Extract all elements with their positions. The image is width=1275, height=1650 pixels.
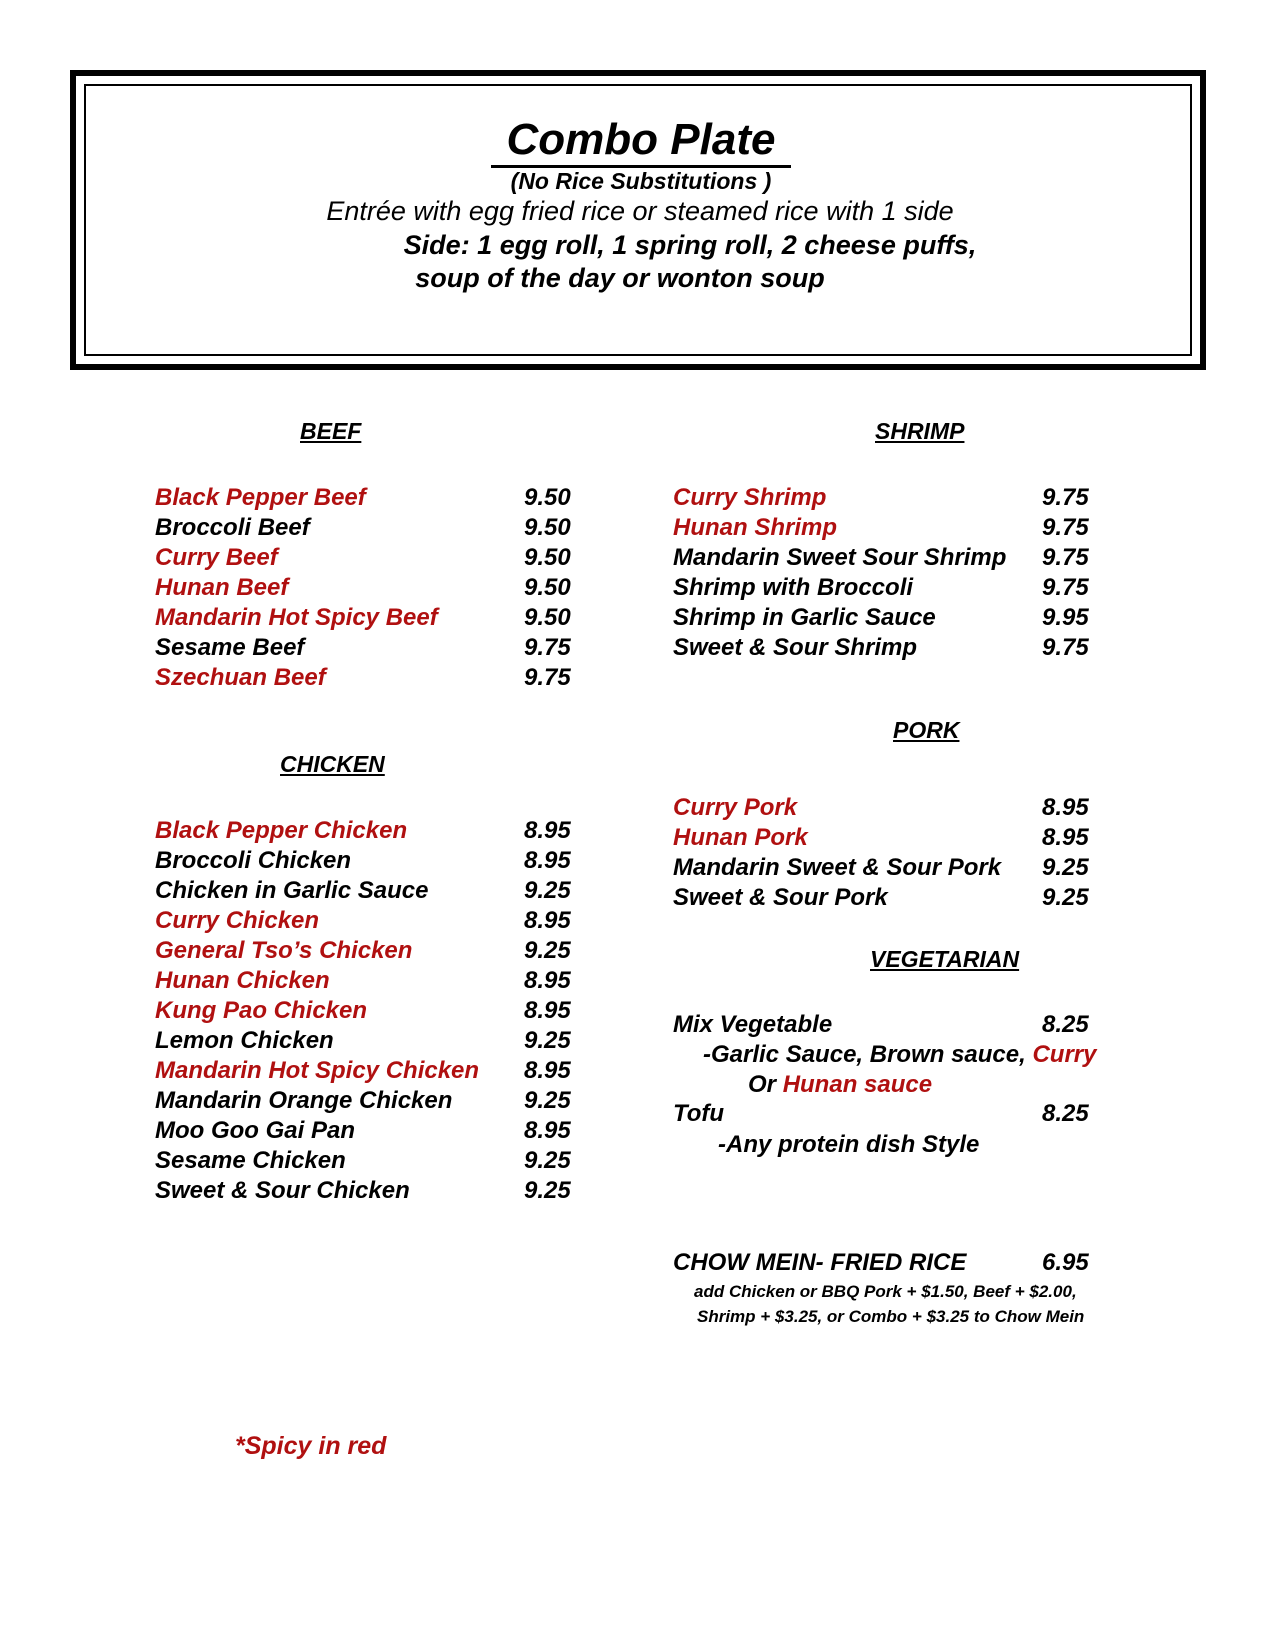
menu-item-price: 8.95 [524, 1057, 571, 1084]
menu-item-name: Black Pepper Chicken [155, 817, 408, 844]
menu-item-price: 9.25 [1042, 854, 1089, 881]
shrimp-heading: SHRIMP [875, 418, 965, 444]
menu-item-name: Mandarin Hot Spicy Chicken [155, 1057, 480, 1084]
menu-item-price: 9.75 [524, 634, 571, 661]
menu-item-price: 8.95 [524, 817, 571, 844]
menu-item-name: Hunan Shrimp [673, 514, 838, 541]
mix-vegetable-sauce-note-2 [748, 1070, 932, 1100]
menu-item-name: Lemon Chicken [155, 1027, 334, 1054]
menu-item-name: Chicken in Garlic Sauce [155, 877, 429, 904]
menu-item-name: Sweet & Sour Chicken [155, 1177, 410, 1204]
side-options-line1: Side: 1 egg roll, 1 spring roll, 2 cheese puffs, [403, 230, 977, 260]
menu-item-price: 9.75 [1042, 574, 1089, 601]
menu-item-price: 8.95 [1042, 824, 1089, 851]
menu-item-price: 9.75 [1042, 484, 1089, 511]
menu-item-price: 9.25 [524, 1087, 571, 1114]
menu-item-price: 9.75 [1042, 544, 1089, 571]
menu-item-name: Sesame Chicken [155, 1147, 346, 1174]
tofu-note: -Any protein dish Style [718, 1131, 980, 1158]
menu-item-price: 9.50 [524, 544, 571, 571]
menu-item-price: 8.95 [524, 847, 571, 874]
menu-item-name: General Tso’s Chicken [155, 937, 413, 964]
menu-item-name: Hunan Beef [155, 574, 289, 601]
menu-item-name: Mandarin Hot Spicy Beef [155, 604, 438, 631]
menu-item-name: Sweet & Sour Pork [673, 884, 888, 911]
menu-item-name: Mandarin Sweet & Sour Pork [673, 854, 1002, 881]
menu-item-price: 9.50 [524, 604, 571, 631]
sauce-note-curry: Curry [1032, 1041, 1097, 1068]
menu-item-name: Shrimp in Garlic Sauce [673, 604, 936, 631]
menu-item-price: 9.50 [524, 514, 571, 541]
menu-item-name: Curry Shrimp [673, 484, 827, 511]
sauce-note-text: -Garlic Sauce, Brown sauce, [703, 1041, 1033, 1068]
menu-item-name: Curry Chicken [155, 907, 320, 934]
menu-item-price: 9.25 [524, 1147, 571, 1174]
chow-mein-addon-note-1: add Chicken or BBQ Pork + $1.50, Beef + $2.00, [694, 1282, 1077, 1301]
menu-item-price: 8.25 [1042, 1011, 1089, 1038]
page-subtitle: (No Rice Substitutions ) [510, 168, 772, 194]
menu-item-name: Mandarin Sweet Sour Shrimp [673, 544, 1007, 571]
menu-item-price: 9.75 [524, 664, 571, 691]
menu-item-name: Mix Vegetable [673, 1011, 833, 1038]
menu-item-price: 9.50 [524, 484, 571, 511]
menu-item-price: 9.25 [524, 937, 571, 964]
vegetarian-heading: VEGETARIAN [870, 946, 1020, 972]
menu-item-price: 8.95 [524, 1117, 571, 1144]
menu-item-price: 9.25 [524, 877, 571, 904]
menu-item-price: 8.95 [524, 907, 571, 934]
sauce-note-hunan: Hunan sauce [782, 1071, 933, 1098]
sauce-note-or: Or [748, 1071, 783, 1098]
menu-item-name: Black Pepper Beef [155, 484, 366, 511]
menu-item-name: Shrimp with Broccoli [673, 574, 914, 601]
pork-heading: PORK [893, 717, 960, 743]
menu-item-name: Curry Pork [673, 794, 798, 821]
chow-mein-price: 6.95 [1042, 1249, 1089, 1276]
menu-item-name: Broccoli Chicken [155, 847, 352, 874]
menu-item-price: 9.25 [524, 1177, 571, 1204]
menu-item-name: Kung Pao Chicken [155, 997, 368, 1024]
menu-item-price: 8.95 [524, 967, 571, 994]
mix-vegetable-sauce-note [703, 1040, 1097, 1070]
menu-item-name: Hunan Chicken [155, 967, 330, 994]
menu-item-price: 8.95 [1042, 794, 1089, 821]
page-title: Combo Plate [491, 115, 791, 168]
chicken-heading: CHICKEN [280, 751, 385, 777]
menu-item-name: Sweet & Sour Shrimp [673, 634, 918, 661]
menu-item-price: 9.50 [524, 574, 571, 601]
menu-item-price: 9.75 [1042, 634, 1089, 661]
menu-item-price: 9.25 [1042, 884, 1089, 911]
menu-item-name: Szechuan Beef [155, 664, 326, 691]
menu-item-name: Broccoli Beef [155, 514, 310, 541]
menu-item-price: 9.25 [524, 1027, 571, 1054]
menu-item-name: Tofu [673, 1100, 725, 1127]
menu-item-name: Sesame Beef [155, 634, 305, 661]
combo-description: Entrée with egg fried rice or steamed rice with 1 side [326, 196, 954, 226]
spicy-legend: *Spicy in red [235, 1432, 387, 1460]
menu-item-price: 8.95 [524, 997, 571, 1024]
chow-mein-addon-note-2: Shrimp + $3.25, or Combo + $3.25 to Chow Mein [697, 1307, 1085, 1326]
menu-item-name: Hunan Pork [673, 824, 808, 851]
chow-mein-name: CHOW MEIN- FRIED RICE [673, 1249, 967, 1276]
menu-item-name: Curry Beef [155, 544, 278, 571]
menu-item-price: 9.95 [1042, 604, 1089, 631]
menu-item-name: Moo Goo Gai Pan [155, 1117, 356, 1144]
beef-heading: BEEF [300, 418, 362, 444]
menu-item-price: 9.75 [1042, 514, 1089, 541]
side-options-line2: soup of the day or wonton soup [415, 263, 825, 293]
menu-item-name: Mandarin Orange Chicken [155, 1087, 453, 1114]
menu-item-price: 8.25 [1042, 1100, 1089, 1127]
